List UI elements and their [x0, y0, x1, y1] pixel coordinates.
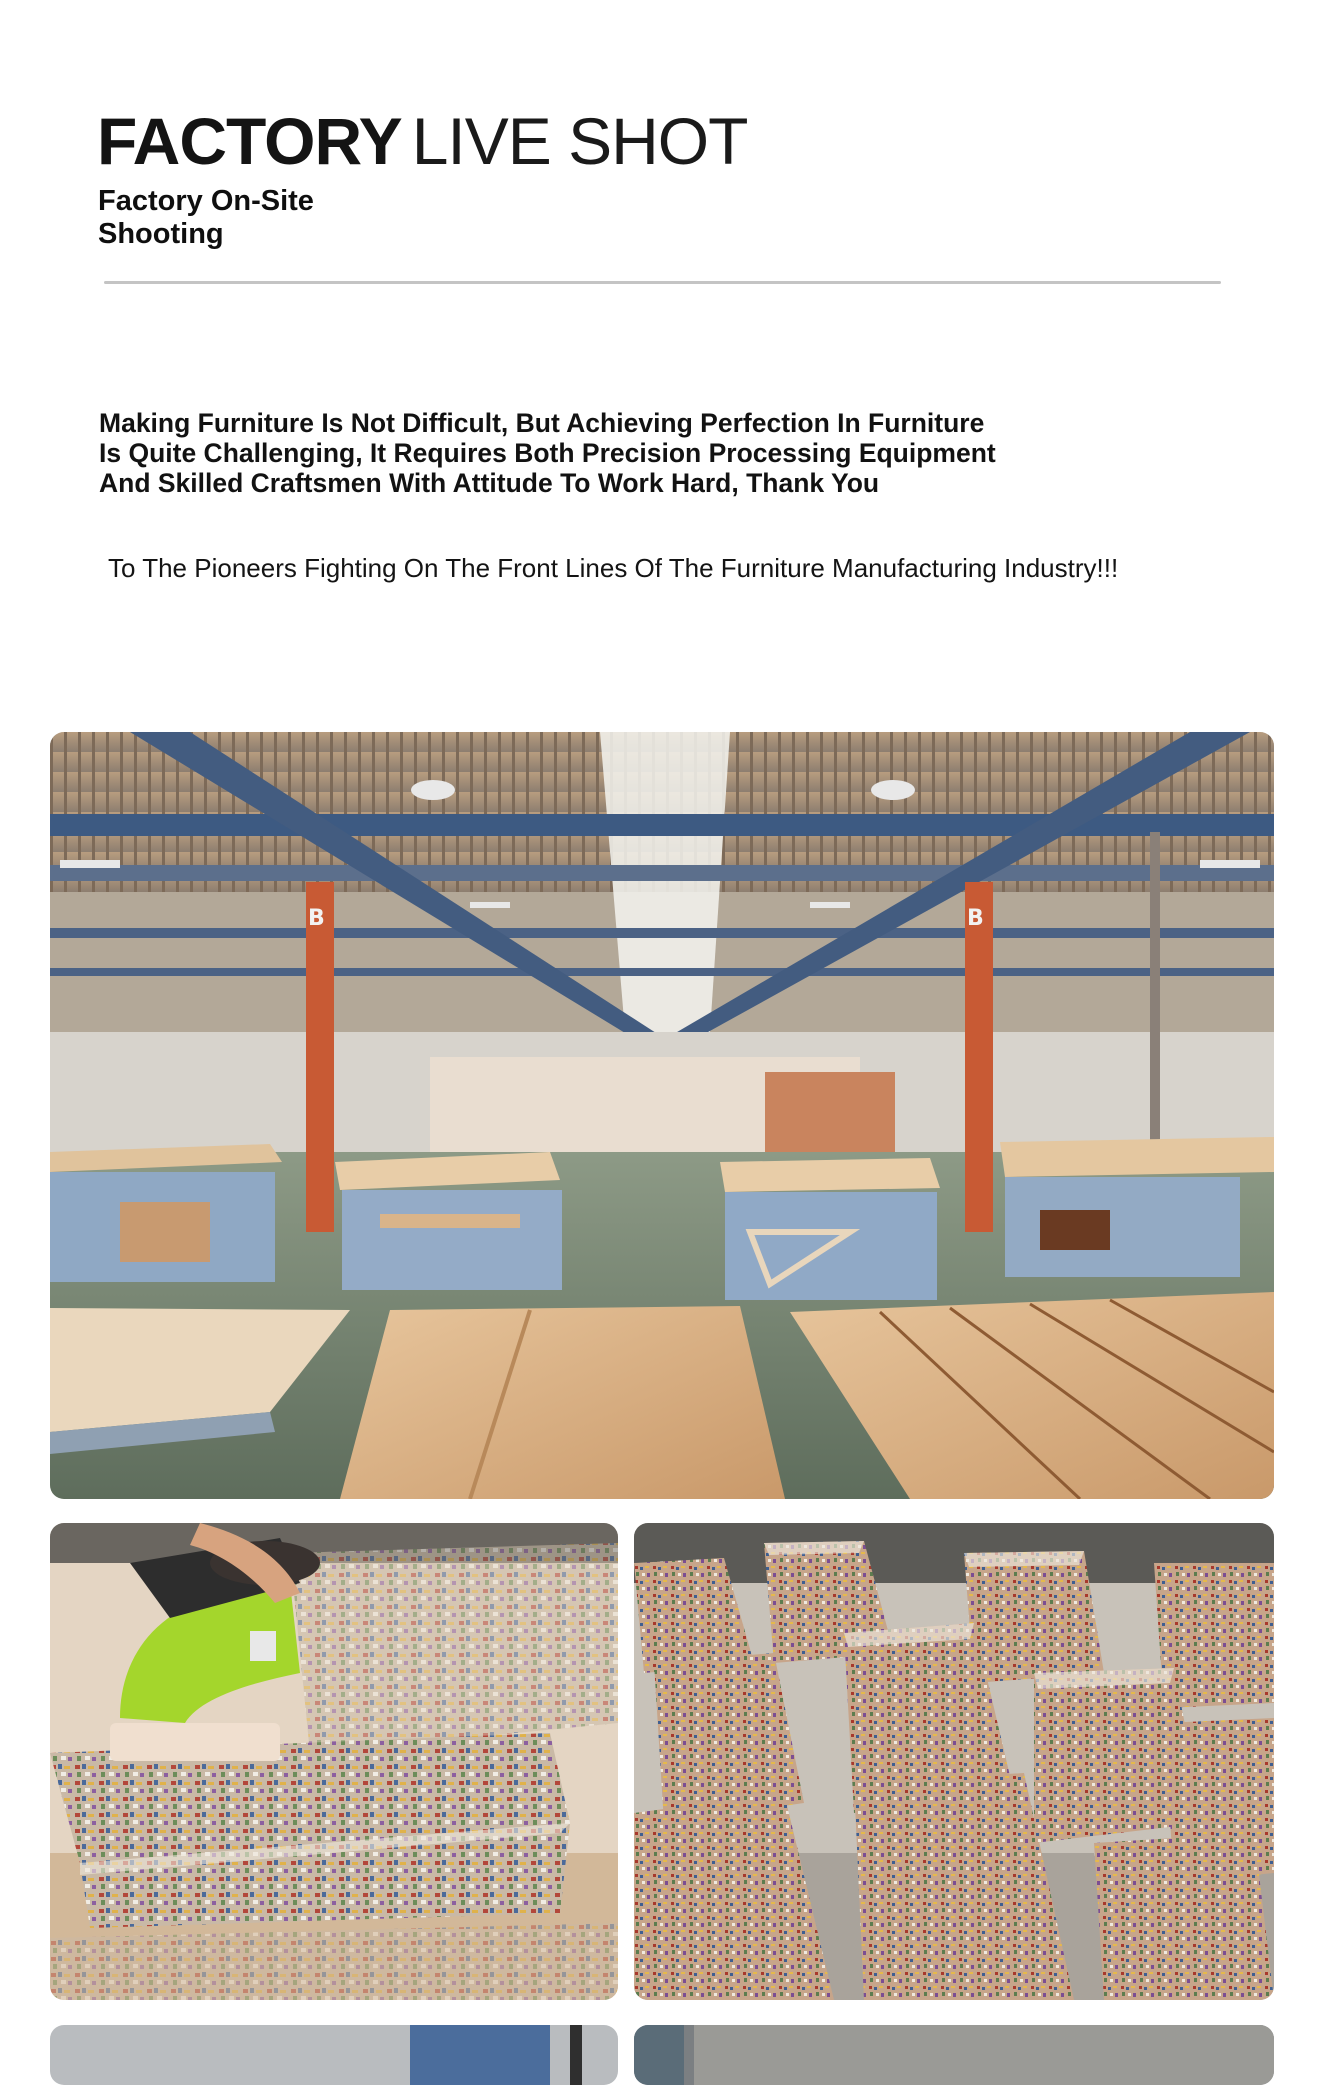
terrazzo-stools-photo	[634, 1523, 1274, 2000]
header-divider	[104, 281, 1221, 284]
svg-text:B: B	[308, 906, 325, 931]
page-subtitle: Factory On-Site Shooting	[98, 185, 314, 250]
intro-quote	[99, 408, 999, 498]
title-bold-text: FACTORY	[97, 104, 402, 178]
page-title	[97, 104, 748, 178]
factory-hall-photo	[50, 732, 1274, 1499]
sanding-photo	[50, 1523, 618, 2000]
dedication-text: To The Pioneers Fighting On The Front Lines Of The Furniture Manufacturing Industry!!!	[108, 553, 1119, 583]
intro-quote-line: Is Quite Challenging, It Requires Both Precision Processing Equipment	[99, 438, 996, 468]
workshop-photo	[50, 2025, 618, 2085]
workshop-photo	[634, 2025, 1274, 2085]
intro-quote-line: Making Furniture Is Not Difficult, But Achieving Perfection In Furniture	[99, 408, 985, 438]
intro-quote-line: And Skilled Craftsmen With Attitude To Work Hard, Thank You	[99, 468, 880, 498]
title-light-text: LIVE SHOT	[411, 104, 748, 178]
svg-text:B: B	[967, 906, 984, 931]
